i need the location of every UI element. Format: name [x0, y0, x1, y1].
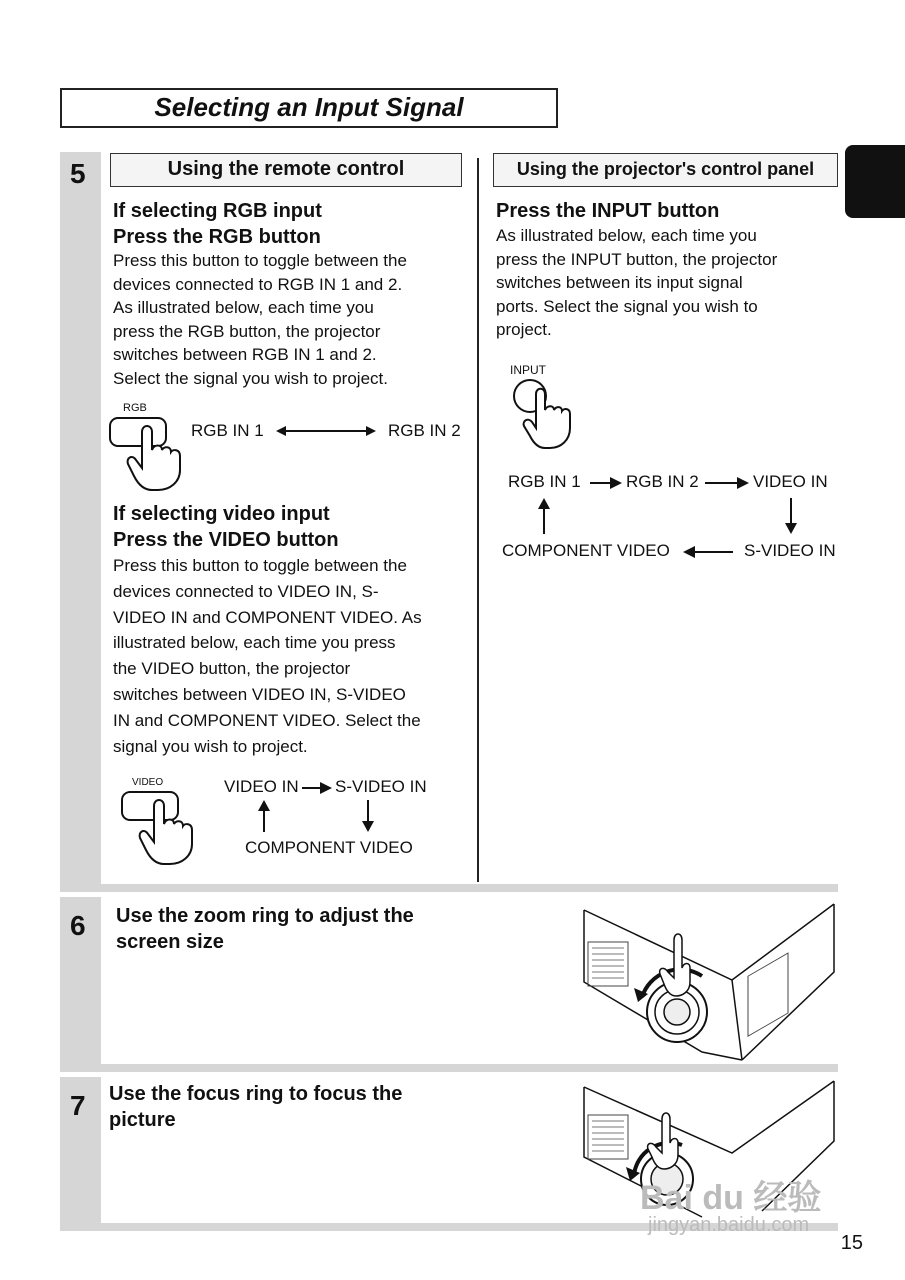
video-body: [113, 553, 473, 759]
projector-zoom-ring-illustration: [582, 902, 838, 1062]
input-heading: Press the INPUT button: [496, 200, 720, 222]
rgb-heading-2: Press the RGB button: [113, 226, 321, 248]
watermark-logo: Bai du 经验: [640, 1179, 822, 1217]
video-in-label: VIDEO IN: [224, 777, 299, 796]
input-body-line: switches between its input signal: [496, 273, 743, 292]
input-hand-press-icon: [508, 378, 588, 452]
control-panel-header: Using the projector's control panel: [493, 153, 838, 187]
page-title: Selecting an Input Signal: [154, 92, 464, 122]
rgb-in-1-label: RGB IN 1: [191, 421, 264, 440]
input-body-line: project.: [496, 320, 552, 339]
s-video-in-label: S-VIDEO IN: [335, 777, 427, 796]
watermark-url: jingyan.baidu.com: [648, 1214, 810, 1236]
arrow-up-icon: [537, 498, 551, 534]
arrow-down-icon: [784, 498, 798, 534]
panel-s-video-in-label: S-VIDEO IN: [744, 541, 836, 560]
arrow-up-icon: [257, 800, 271, 832]
step-number-6: 6: [70, 910, 86, 941]
rgb-button-label: RGB: [123, 402, 147, 414]
rgb-body: [113, 249, 473, 390]
page-number: 15: [840, 1232, 863, 1254]
video-heading-1: If selecting video input: [113, 503, 330, 525]
video-button-label: VIDEO: [132, 777, 164, 788]
remote-control-header: Using the remote control: [110, 153, 462, 187]
column-divider: [477, 158, 479, 882]
video-body-line: VIDEO IN and COMPONENT VIDEO. As: [113, 607, 422, 627]
video-hand-press-icon: [118, 786, 208, 866]
input-body-line: press the INPUT button, the projector: [496, 249, 778, 269]
arrow-down-icon: [361, 800, 375, 832]
arrow-left-icon: [683, 545, 733, 559]
section-tab: [845, 145, 905, 218]
video-body-line: illustrated below, each time you press: [113, 633, 396, 653]
panel-component-video-label: COMPONENT VIDEO: [502, 541, 670, 560]
step6-instruction-line-1: Use the zoom ring to adjust the: [116, 905, 414, 927]
rgb-in-2-label: RGB IN 2: [388, 421, 461, 440]
panel-rgb-in-2-label: RGB IN 2: [626, 472, 699, 491]
rgb-heading-1: If selecting RGB input: [113, 200, 322, 222]
step7-instruction-line-1: Use the focus ring to focus the: [109, 1083, 403, 1105]
rgb-body-line: Select the signal you wish to project.: [113, 368, 388, 388]
step5-bottom-rule: [60, 884, 838, 892]
input-body: [496, 224, 841, 342]
video-heading-2: Press the VIDEO button: [113, 529, 339, 551]
rgb-body-line: As illustrated below, each time you: [113, 298, 374, 317]
component-video-label: COMPONENT VIDEO: [245, 838, 413, 857]
input-button-label: INPUT: [510, 363, 546, 377]
step6-bottom-rule: [60, 1064, 838, 1072]
video-body-line: devices connected to VIDEO IN, S-: [113, 581, 379, 601]
video-body-line: switches between VIDEO IN, S-VIDEO: [113, 684, 406, 704]
video-body-line: Press this button to toggle between the: [113, 556, 407, 575]
rgb-body-line: press the RGB button, the projector: [113, 321, 381, 341]
rgb-body-line: devices connected to RGB IN 1 and 2.: [113, 274, 403, 294]
step5-strip: [60, 152, 101, 892]
rgb-body-line: switches between RGB IN 1 and 2.: [113, 345, 377, 364]
video-body-line: the VIDEO button, the projector: [113, 659, 351, 679]
step-number-7: 7: [70, 1090, 86, 1121]
input-body-line: As illustrated below, each time you: [496, 226, 757, 245]
arrow-right-icon: [590, 476, 622, 490]
panel-video-in-label: VIDEO IN: [753, 472, 828, 491]
step6-instruction-line-2: screen size: [116, 931, 224, 953]
rgb-body-line: Press this button to toggle between the: [113, 251, 407, 270]
rgb-hand-press-icon: [108, 412, 198, 492]
panel-rgb-in-1-label: RGB IN 1: [508, 472, 581, 491]
step-number-5: 5: [70, 158, 86, 189]
double-arrow-icon: [276, 424, 376, 438]
arrow-right-icon: [705, 476, 749, 490]
arrow-right-icon: [302, 781, 332, 795]
video-body-line: IN and COMPONENT VIDEO. Select the: [113, 710, 421, 730]
input-body-line: ports. Select the signal you wish to: [496, 296, 758, 316]
video-body-line: signal you wish to project.: [113, 736, 308, 756]
step7-instruction-line-2: picture: [109, 1109, 176, 1131]
